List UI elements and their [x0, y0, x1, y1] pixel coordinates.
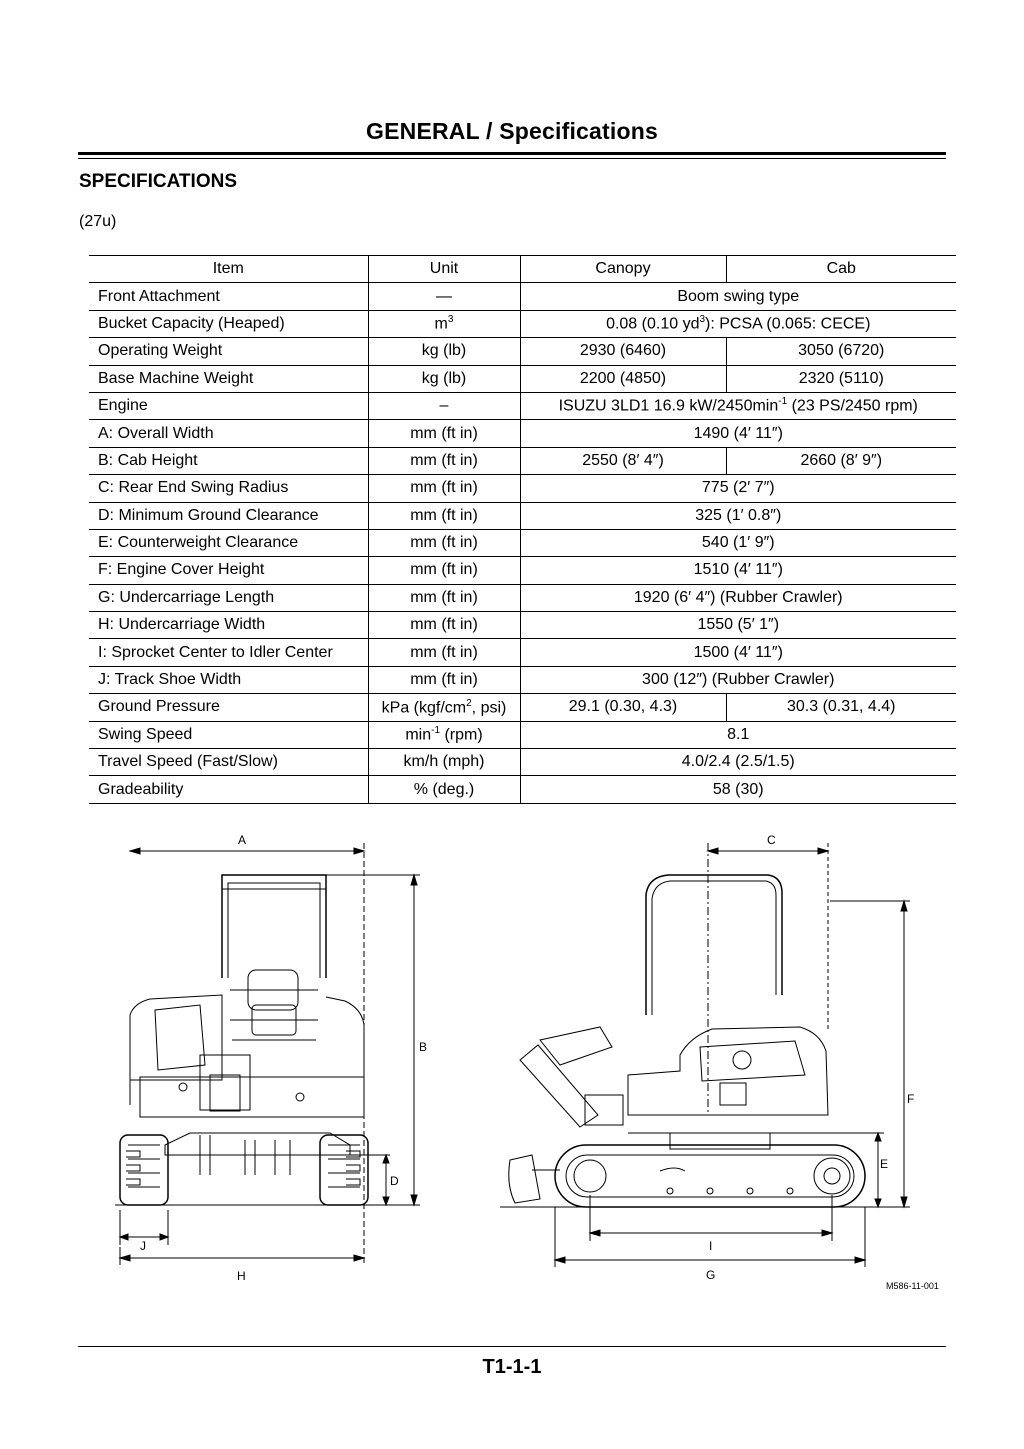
cab-value: 30.3 (0.31, 4.4)	[726, 694, 956, 721]
item-cell: C: Rear End Swing Radius	[89, 475, 368, 502]
table-row	[89, 694, 956, 721]
cab-value: 2660 (8′ 9″)	[726, 447, 956, 474]
header-unit: Unit	[368, 256, 520, 283]
dim-label-i: I	[709, 1239, 713, 1253]
side-view-excavator	[500, 875, 880, 1207]
unit-cell: mm (ft in)	[368, 420, 520, 447]
dim-label-g: G	[706, 1268, 716, 1282]
table-row	[89, 749, 956, 776]
canopy-value: 2550 (8′ 4″)	[520, 447, 726, 474]
unit-cell	[368, 721, 520, 748]
table-row	[89, 392, 956, 419]
item-cell: Operating Weight	[89, 338, 368, 365]
shared-value	[520, 392, 956, 419]
unit-cell: kg (lb)	[368, 365, 520, 392]
item-cell: Engine	[89, 392, 368, 419]
header-rule-thin	[78, 158, 946, 159]
section-title: SPECIFICATIONS	[79, 171, 237, 192]
table-row	[89, 447, 956, 474]
front-view-dimensions	[120, 843, 420, 1265]
shared-value: 1550 (5′ 1″)	[520, 612, 956, 639]
shared-value: 775 (2′ 7″)	[520, 475, 956, 502]
unit-cell: –	[368, 392, 520, 419]
unit-cell: mm (ft in)	[368, 557, 520, 584]
item-cell: H: Undercarriage Width	[89, 612, 368, 639]
item-cell: J: Track Shoe Width	[89, 666, 368, 693]
unit-cell: mm (ft in)	[368, 475, 520, 502]
unit-cell: mm (ft in)	[368, 447, 520, 474]
table-row	[89, 666, 956, 693]
unit-text: m	[434, 315, 448, 333]
item-cell: Ground Pressure	[89, 694, 368, 721]
item-cell: G: Undercarriage Length	[89, 584, 368, 611]
cab-value: 2320 (5110)	[726, 365, 956, 392]
item-cell: E: Counterweight Clearance	[89, 529, 368, 556]
unit-cell: mm (ft in)	[368, 584, 520, 611]
table-row	[89, 612, 956, 639]
figure-code: M586-11-001	[886, 1281, 939, 1291]
table-row	[89, 557, 956, 584]
unit-superscript: 3	[447, 314, 454, 326]
unit-cell: kg (lb)	[368, 338, 520, 365]
shared-value: 1500 (4′ 11″)	[520, 639, 956, 666]
value-text: ISUZU 3LD1 16.9 kW/2450min	[558, 397, 779, 415]
unit-cell: km/h (mph)	[368, 749, 520, 776]
shared-value: 1490 (4′ 11″)	[520, 420, 956, 447]
specifications-table	[89, 255, 956, 804]
unit-text-suffix: (rpm)	[440, 726, 483, 744]
item-cell: I: Sprocket Center to Idler Center	[89, 639, 368, 666]
unit-cell: mm (ft in)	[368, 666, 520, 693]
table-row	[89, 584, 956, 611]
shared-value: 1920 (6′ 4″) (Rubber Crawler)	[520, 584, 956, 611]
value-superscript: -1	[778, 396, 788, 408]
shared-value: 325 (1′ 0.8″)	[520, 502, 956, 529]
unit-text-suffix: , psi)	[471, 699, 507, 717]
model-label: (27u)	[79, 213, 117, 230]
unit-cell	[368, 310, 520, 337]
page-number: T1-1-1	[482, 1356, 542, 1378]
item-cell: A: Overall Width	[89, 420, 368, 447]
shared-value: 300 (12″) (Rubber Crawler)	[520, 666, 956, 693]
shared-value: 58 (30)	[520, 776, 956, 803]
table-row	[89, 338, 956, 365]
value-text-suffix: ): PCSA (0.065: CECE)	[705, 315, 871, 333]
value-text: 0.08 (0.10 yd	[606, 315, 700, 333]
table-header-row	[89, 256, 956, 283]
dim-label-e: E	[880, 1157, 889, 1171]
item-cell: Base Machine Weight	[89, 365, 368, 392]
item-cell: Travel Speed (Fast/Slow)	[89, 749, 368, 776]
table-row	[89, 475, 956, 502]
item-cell: Gradeability	[89, 776, 368, 803]
item-cell: Bucket Capacity (Heaped)	[89, 310, 368, 337]
unit-cell	[368, 694, 520, 721]
header-cab: Cab	[726, 256, 956, 283]
dim-label-c: C	[767, 833, 776, 847]
shared-value: 4.0/2.4 (2.5/1.5)	[520, 749, 956, 776]
canopy-value: 2930 (6460)	[520, 338, 726, 365]
item-cell: B: Cab Height	[89, 447, 368, 474]
header-rule-thick	[78, 152, 946, 155]
cab-value: 3050 (6720)	[726, 338, 956, 365]
dim-label-b: B	[419, 1040, 428, 1054]
unit-cell: % (deg.)	[368, 776, 520, 803]
item-cell: Front Attachment	[89, 283, 368, 310]
table-row	[89, 502, 956, 529]
unit-cell: mm (ft in)	[368, 502, 520, 529]
dim-label-j: J	[140, 1239, 146, 1253]
footer-rule	[78, 1346, 946, 1347]
item-cell: F: Engine Cover Height	[89, 557, 368, 584]
canopy-value: 29.1 (0.30, 4.3)	[520, 694, 726, 721]
table-row	[89, 420, 956, 447]
value-superscript: 3	[699, 314, 706, 326]
dim-label-f: F	[907, 1092, 915, 1106]
value-text-suffix: (23 PS/2450 rpm)	[787, 397, 918, 415]
shared-value: 8.1	[520, 721, 956, 748]
unit-text: kPa (kgf/cm	[381, 699, 467, 717]
shared-value: Boom swing type	[520, 283, 956, 310]
unit-superscript: -1	[431, 725, 441, 737]
unit-cell: mm (ft in)	[368, 639, 520, 666]
table-row	[89, 310, 956, 337]
dimension-figure	[0, 815, 1024, 1295]
dim-label-a: A	[238, 833, 247, 847]
table-row	[89, 283, 956, 310]
shared-value	[520, 310, 956, 337]
table-row	[89, 721, 956, 748]
item-cell: Swing Speed	[89, 721, 368, 748]
shared-value: 1510 (4′ 11″)	[520, 557, 956, 584]
shared-value: 540 (1′ 9″)	[520, 529, 956, 556]
side-view-dimensions	[555, 843, 910, 1267]
table-row	[89, 529, 956, 556]
dim-label-h: H	[237, 1269, 246, 1283]
item-cell: D: Minimum Ground Clearance	[89, 502, 368, 529]
table-row	[89, 776, 956, 803]
page-title: GENERAL / Specifications	[366, 118, 658, 144]
unit-cell: mm (ft in)	[368, 612, 520, 639]
table-row	[89, 365, 956, 392]
unit-text: min	[405, 726, 432, 744]
dim-label-d: D	[390, 1174, 399, 1188]
header-item: Item	[89, 256, 368, 283]
table-row	[89, 639, 956, 666]
unit-superscript: 2	[466, 697, 472, 709]
unit-cell: —	[368, 283, 520, 310]
header-canopy: Canopy	[520, 256, 726, 283]
unit-cell: mm (ft in)	[368, 529, 520, 556]
canopy-value: 2200 (4850)	[520, 365, 726, 392]
